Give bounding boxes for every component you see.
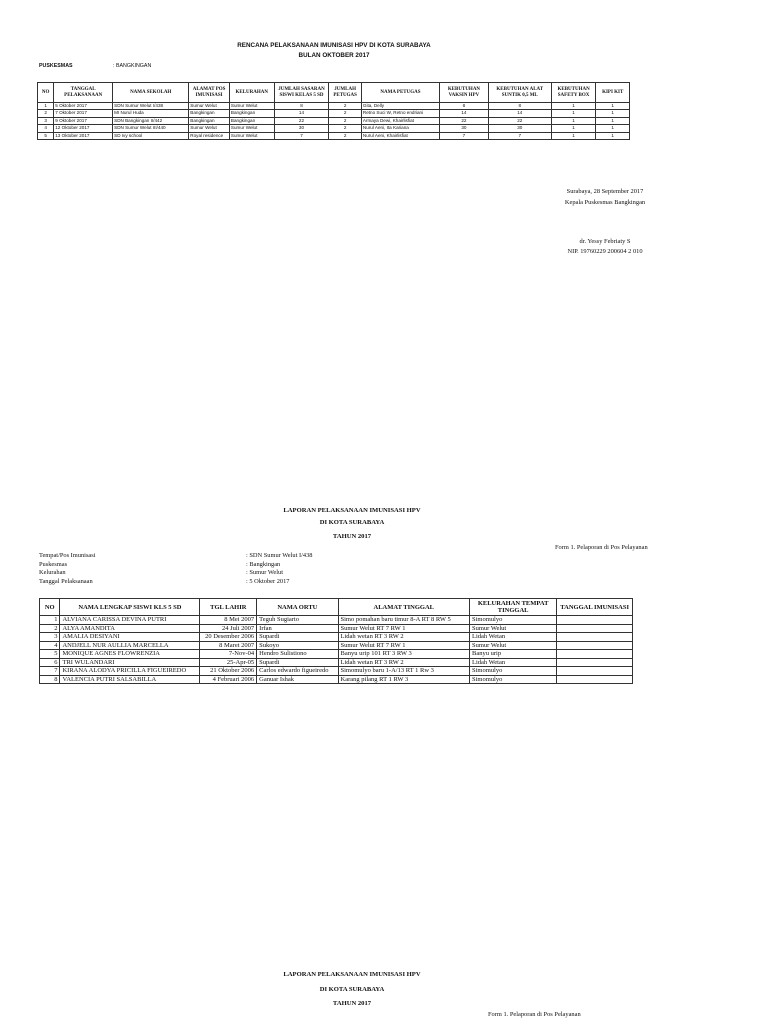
report2-year: TAHUN 2017 xyxy=(332,1000,372,1007)
info-label: Kelurahan xyxy=(39,569,66,576)
info-value: : SDN Sumur Welut I/438 xyxy=(246,552,313,559)
table-cell: 25-Apr-05 xyxy=(200,658,257,667)
signature-name: dr. Yessy Febriaty S xyxy=(579,238,631,245)
table-row xyxy=(38,110,630,117)
table-row xyxy=(40,624,633,633)
table-cell: 7-Nov-04 xyxy=(200,650,257,659)
table-cell: 30 xyxy=(274,125,329,132)
table-cell: 2 xyxy=(40,624,60,633)
plan-header-cell: NAMA SEKOLAH xyxy=(113,83,189,103)
table-row xyxy=(40,641,633,650)
table-cell xyxy=(557,641,633,650)
info-label: Puskesmas xyxy=(39,560,68,568)
table-cell: 8 Mei 2007 xyxy=(200,616,257,625)
table-cell: 7 xyxy=(274,132,329,139)
table-cell: 13 Oktober 2017 xyxy=(54,132,113,139)
report-year: TAHUN 2017 xyxy=(332,533,372,540)
report-info-values xyxy=(246,552,312,586)
table-cell: 1 xyxy=(596,110,630,117)
plan-header-cell: KEBUTUHAN SAFETY BOX xyxy=(551,83,596,103)
table-cell xyxy=(557,616,633,625)
table-cell: Simomulyo baru 1-A/13 RT 1 Rw 3 xyxy=(338,667,469,676)
table-cell xyxy=(557,633,633,642)
table-cell: 30 xyxy=(440,125,489,132)
table-cell: 6 xyxy=(40,658,60,667)
table-cell: SDN Sumur Welut I/438 xyxy=(113,103,189,110)
table-cell: 14 xyxy=(440,110,489,117)
report2-subtitle: DI KOTA SURABAYA xyxy=(319,986,385,993)
table-cell: AMALIA DESIYANI xyxy=(60,633,200,642)
table-cell: Sumur Welut xyxy=(470,641,557,650)
table-cell: Bangkingan xyxy=(189,117,230,124)
puskesmas-value: : BANGKINGAN xyxy=(113,63,152,69)
table-row xyxy=(38,125,630,132)
table-cell: 1 xyxy=(40,616,60,625)
table-cell: SD Ivy school xyxy=(113,132,189,139)
table-cell: 8 xyxy=(488,103,551,110)
table-cell: 9 Oktober 2017 xyxy=(54,117,113,124)
report-title: LAPORAN PELAKSANAAN IMUNISASI HPV xyxy=(283,507,421,514)
table-cell xyxy=(557,624,633,633)
table-cell: 1 xyxy=(551,125,596,132)
report-subtitle: DI KOTA SURABAYA xyxy=(319,519,385,526)
table-cell: 14 xyxy=(274,110,329,117)
table-row xyxy=(40,633,633,642)
table-cell: 12 Oktober 2017 xyxy=(54,125,113,132)
table-cell: Lidah Wetan xyxy=(470,633,557,642)
report-info-labels xyxy=(39,552,96,586)
table-cell: 1 xyxy=(38,103,54,110)
table-cell: Gita, Delly xyxy=(361,103,439,110)
table-cell: Sukoyo xyxy=(257,641,338,650)
table-row xyxy=(38,117,630,124)
table-cell: Sumur Welut xyxy=(229,125,274,132)
table-cell: Carlos edwardo figueiredo xyxy=(257,667,338,676)
table-cell: 1 xyxy=(551,110,596,117)
table-cell: 8 xyxy=(40,675,60,684)
table-cell: Armaya Dewi, Khairlisfiat xyxy=(361,117,439,124)
table-cell: 4 xyxy=(40,641,60,650)
table-cell: Simo pomahan baru timur 8-A RT 8 RW 5 xyxy=(338,616,469,625)
table-cell: 7 xyxy=(40,667,60,676)
table-cell: Simomulyo xyxy=(470,667,557,676)
table-cell: 2 xyxy=(329,125,361,132)
table-cell: Teguh Sugiarto xyxy=(257,616,338,625)
plan-header-cell: KEBUTUHAN ALAT SUNTIK 0,5 ML xyxy=(488,83,551,103)
table-cell: MONIQUE AGNES FLOWRENZIA xyxy=(60,650,200,659)
table-cell: 8 xyxy=(274,103,329,110)
table-row xyxy=(38,103,630,110)
plan-header-row xyxy=(38,83,630,103)
table-cell: 1 xyxy=(596,125,630,132)
table-cell: Sumur Welut RT 7 RW 1 xyxy=(338,624,469,633)
table-row xyxy=(40,658,633,667)
table-cell: 22 xyxy=(274,117,329,124)
info-label: Tempat/Pos Imunisasi xyxy=(39,552,96,559)
table-cell: 8 Maret 2007 xyxy=(200,641,257,650)
table-cell: 5 xyxy=(40,650,60,659)
table-row xyxy=(40,675,633,684)
table-cell: Nurul Aeni, Ita Kariana xyxy=(361,125,439,132)
plan-header-cell: TANGGAL PELAKSANAAN xyxy=(54,83,113,103)
table-cell: 7 xyxy=(488,132,551,139)
table-cell: Sumur Welut xyxy=(189,125,230,132)
plan-subtitle: BULAN OKTOBER 2017 xyxy=(298,52,370,59)
table-cell: 1 xyxy=(596,117,630,124)
table-cell: 24 Juli 2007 xyxy=(200,624,257,633)
report-header-cell: NAMA LENGKAP SISWI KLS 5 SD xyxy=(60,599,200,616)
report2-form-label: Form 1. Pelaporan di Pos Pelayanan xyxy=(488,1011,581,1018)
table-row xyxy=(40,616,633,625)
table-cell: 22 xyxy=(488,117,551,124)
signature-nip: NIP. 19760229 200604 2 010 xyxy=(567,248,643,255)
table-cell: Supardi xyxy=(257,633,338,642)
table-cell: Simomulyo xyxy=(470,675,557,684)
plan-header-cell: ALAMAT POS IMUNISASI xyxy=(189,83,230,103)
table-cell: Nurul Aeni, Khairlisfiat xyxy=(361,132,439,139)
table-cell: 7 Oktober 2017 xyxy=(54,110,113,117)
table-cell: 21 Oktober 2006 xyxy=(200,667,257,676)
table-cell: KIRANA ALODYA PRICILLA FIGUEIREDO xyxy=(60,667,200,676)
table-cell xyxy=(557,667,633,676)
plan-header-cell: KELURAHAN xyxy=(229,83,274,103)
table-cell: 1 xyxy=(551,117,596,124)
table-cell: 22 xyxy=(440,117,489,124)
table-cell: Supardi xyxy=(257,658,338,667)
table-cell: 20 Desember 2006 xyxy=(200,633,257,642)
plan-header-cell: KIPI KIT xyxy=(596,83,630,103)
table-cell: 5 Oktober 2017 xyxy=(54,103,113,110)
table-cell: 2 xyxy=(329,103,361,110)
signature-place-date: Surabaya, 28 September 2017 xyxy=(566,188,644,195)
table-cell: ALVIANA CARISSA DEVINA PUTRI xyxy=(60,616,200,625)
plan-header-cell: JUMLAH SASARAN SISWI KELAS 5 SD xyxy=(274,83,329,103)
table-cell: 1 xyxy=(551,103,596,110)
table-cell: Bangkingan xyxy=(229,117,274,124)
table-cell: Irfan xyxy=(257,624,338,633)
report-header-cell: KELURAHAN TEMPAT TINGGAL xyxy=(470,599,557,616)
table-row xyxy=(40,650,633,659)
table-cell: 30 xyxy=(488,125,551,132)
table-cell: Lidah Wetan xyxy=(470,658,557,667)
table-cell: Retno Suci W, Retno endriani xyxy=(361,110,439,117)
report-header-row xyxy=(40,599,633,616)
report-header-cell: TGL LAHIR xyxy=(200,599,257,616)
table-cell: Karang pilang RT 1 RW 3 xyxy=(338,675,469,684)
table-cell: 4 Februari 2006 xyxy=(200,675,257,684)
report-header-cell: ALAMAT TINGGAL xyxy=(338,599,469,616)
puskesmas-label: PUSKESMAS xyxy=(39,63,73,69)
table-cell: 1 xyxy=(551,132,596,139)
plan-header-cell: NO xyxy=(38,83,54,103)
table-cell: 2 xyxy=(329,110,361,117)
info-label: Tanggal Pelaksanaan xyxy=(39,577,93,585)
report2-title: LAPORAN PELAKSANAAN IMUNISASI HPV xyxy=(283,971,421,978)
plan-header-cell: JUMLAH PETUGAS xyxy=(329,83,361,103)
table-cell: 5 xyxy=(38,132,54,139)
table-cell: ALYA AMANDITA xyxy=(60,624,200,633)
table-cell: 4 xyxy=(38,125,54,132)
table-cell: Sumur Welut xyxy=(229,132,274,139)
form-label: Form 1. Pelaporan di Pos Pelayanan xyxy=(555,544,648,551)
table-cell xyxy=(557,658,633,667)
table-cell: Sumur Welut xyxy=(229,103,274,110)
table-cell: Lidah wetan RT 3 RW 2 xyxy=(338,633,469,642)
table-cell: ANDJELL NUR AULLIA MARCELLA xyxy=(60,641,200,650)
table-cell: 2 xyxy=(38,110,54,117)
table-cell xyxy=(557,675,633,684)
table-cell: 3 xyxy=(40,633,60,642)
table-cell: 14 xyxy=(488,110,551,117)
table-cell: 2 xyxy=(329,132,361,139)
table-cell: Ganuar Ishak xyxy=(257,675,338,684)
table-cell: SDN Sumur Welut III/440 xyxy=(113,125,189,132)
table-cell: Bangkingan xyxy=(189,110,230,117)
table-cell: 2 xyxy=(329,117,361,124)
table-cell: SDN Bangkingan II/442 xyxy=(113,117,189,124)
table-cell: Bangkingan xyxy=(229,110,274,117)
table-cell: 3 xyxy=(38,117,54,124)
table-cell: Sumur Welut xyxy=(189,103,230,110)
table-cell: MI Nurul Huda xyxy=(113,110,189,117)
table-row xyxy=(38,132,630,139)
plan-title: RENCANA PELAKSANAAN IMUNISASI HPV DI KOTA SURABAYA xyxy=(237,42,431,49)
table-cell: Royal residence xyxy=(189,132,230,139)
table-cell: VALENCIA PUTRI SALSABILLA xyxy=(60,675,200,684)
info-value: : Sumur Welut xyxy=(246,569,284,576)
table-cell: 1 xyxy=(596,132,630,139)
table-cell xyxy=(557,650,633,659)
table-cell: 8 xyxy=(440,103,489,110)
plan-table xyxy=(37,82,630,140)
info-value: : Bangkingan xyxy=(246,560,281,568)
table-cell: 1 xyxy=(596,103,630,110)
report-header-cell: TANGGAL IMUNISASI xyxy=(557,599,633,616)
info-value: : 5 Oktober 2017 xyxy=(246,577,290,585)
report-header-cell: NAMA ORTU xyxy=(257,599,338,616)
report-table xyxy=(39,598,633,684)
table-cell: Banyu urip 101 RT 3 RW 3 xyxy=(338,650,469,659)
table-cell: Sumur Welut RT 7 RW 1 xyxy=(338,641,469,650)
plan-header-cell: NAMA PETUGAS xyxy=(361,83,439,103)
plan-header-cell: KEBUTUHAN VAKSIN HPV xyxy=(440,83,489,103)
table-cell: Lidah wetan RT 3 RW 2 xyxy=(338,658,469,667)
table-cell: TRI WULANDARI xyxy=(60,658,200,667)
report-header-cell: NO xyxy=(40,599,60,616)
table-cell: 7 xyxy=(440,132,489,139)
table-cell: Simomulyo xyxy=(470,616,557,625)
table-cell: Sumur Welut xyxy=(470,624,557,633)
signature-position: Kepala Puskesmas Bangkingan xyxy=(564,199,646,206)
table-row xyxy=(40,667,633,676)
table-cell: Banyu urip xyxy=(470,650,557,659)
table-cell: Hendro Sulistiono xyxy=(257,650,338,659)
